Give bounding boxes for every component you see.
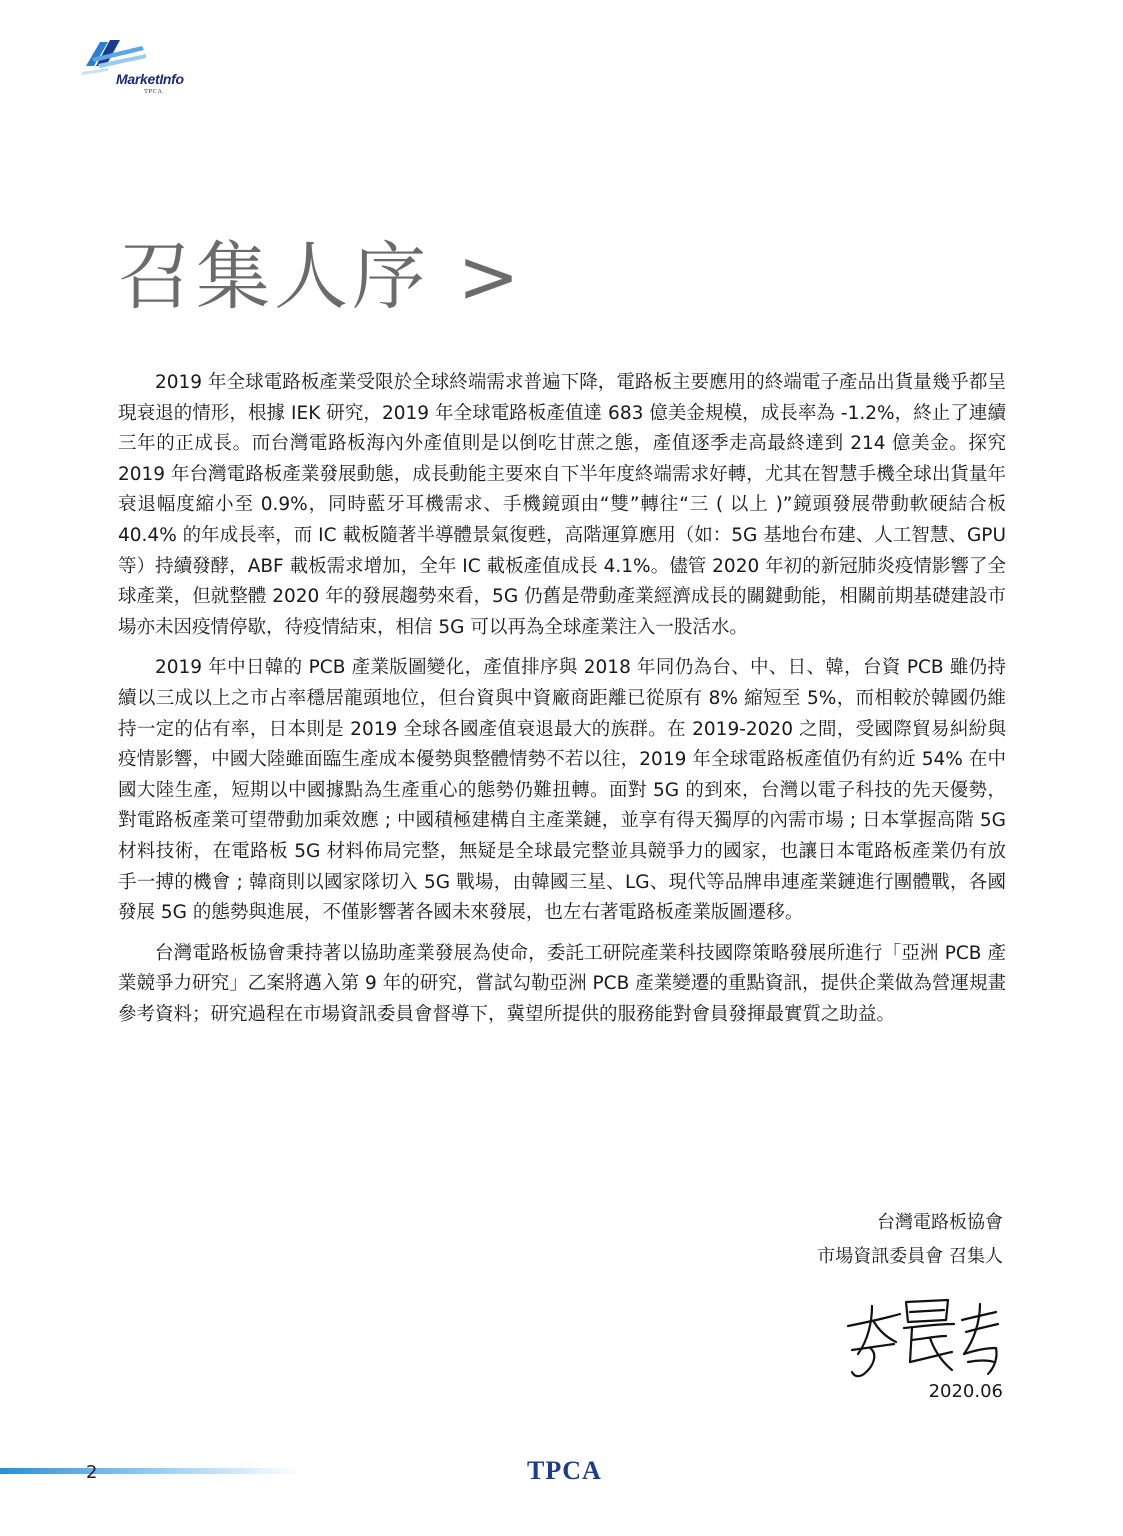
paragraph-2: 2019 年中日韓的 PCB 產業版圖變化，產值排序與 2018 年同仍為台、中、日、韓，台資 PCB 雖仍持續以三成以上之市占率穩居龍頭地位，但台資與中資廠商距離已從原有 8% 縮短至 5%，而相較於韓國仍維持一定的佔有率，日本則是 2019 全球各國產值衰退最大的族群。在 2019-2020 之間，受國際貿易糾紛與疫情影響，中國大陸雖面臨生產成本優勢與整體情勢不若以往，2019 年全球電路板產值仍有約近 54% 在中國大陸生產，短期以中國據點為生產重心的態勢仍難扭轉。面對 5G 的到來，台灣以電子科技的先天優勢，對電路板產業可望帶動加乘效應 ; 中國積極建構自主產業鏈，並享有得天獨厚的內需市場 ; 日本掌握高階 5G 材料技術，在電路板 5G 材料佈局完整，無疑是全球最完整並具競爭力的國家，也讓日本電路板產業仍有放手一搏的機會 ; 韓商則以國家隊切入 5G 戰場，由韓國三星、LG、現代等品牌串連產業鏈進行團體戰，各國發展 5G 的態勢與進展，不僅影響著各國未來發展，也左右著電路板產業版圖遷移。 [118,657,1006,924]
logo-subtext: TPCA [144,88,163,95]
footer-accent-bar [0,1468,300,1474]
marketinfo-logo [78,36,208,98]
preface-body [118,368,1006,1040]
signature-org: 台灣電路板協會 [877,1212,1003,1233]
signature-role: 市場資訊委員會 召集人 [817,1246,1003,1267]
signature-date: 2020.06 [928,1381,1003,1402]
logo-stripes-icon [78,36,148,76]
footer-brand: TPCA [527,1456,602,1485]
page-number: 2 [86,1462,98,1483]
paragraph-1: 2019 年全球電路板產業受限於全球終端需求普遍下降，電路板主要應用的終端電子產品出貨量幾乎都呈現衰退的情形，根據 IEK 研究，2019 年全球電路板產值達 683 億美金規模，成長率為 -1.2%，終止了連續三年的正成長。而台灣電路板海內外產值則是以倒吃甘蔗之態，產值逐季走高最終達到 214 億美金。探究 2019 年台灣電路板產業發展動態，成長動能主要來自下半年度終端需求好轉，尤其在智慧手機全球出貨量年衰退幅度縮小至 0.9%，同時藍牙耳機需求、手機鏡頭由“雙”轉往“三 ( 以上 )”鏡頭發展帶動軟硬結合板 40.4% 的年成長率，而 IC 載板隨著半導體景氣復甦，高階運算應用（如：5G 基地台布建、人工智慧、GPU 等）持續發酵，ABF 載板需求增加，全年 IC 載板產值成長 4.1%。儘管 2020 年初的新冠肺炎疫情影響了全球產業，但就整體 2020 年的發展趨勢來看，5G 仍舊是帶動產業經濟成長的關鍵動能，相關前期基礎建設市場亦未因疫情停歇，待疫情結束，相信 5G 可以再為全球產業注入一股活水。 [118,372,1006,638]
signature-block [817,1206,1003,1274]
paragraph-3: 台灣電路板協會秉持著以協助產業發展為使命，委託工研院產業科技國際策略發展所進行「亞洲 PCB 產業競爭力研究」乙案將邁入第 9 年的研究，嘗試勾勒亞洲 PCB 產業變遷的重點資訊，提供企業做為營運規畫參考資料；研究過程在市場資訊委員會督導下，冀望所提供的服務能對會員發揮最實質之助益。 [118,942,1006,1025]
handwritten-signature [838,1292,1008,1388]
logo-text: MarketInfo [116,71,184,87]
page-title: 召集人序 > [118,234,524,320]
